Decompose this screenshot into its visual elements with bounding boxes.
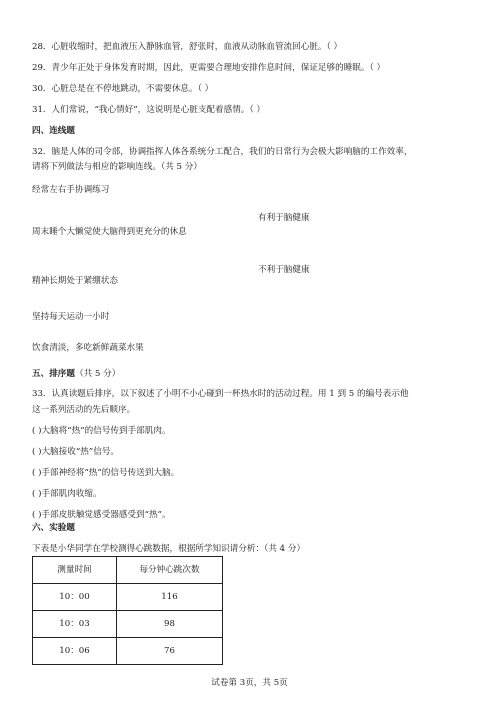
match-left-item-4: 坚持每天运动一小时 (32, 312, 110, 322)
section-6-heading: 六、实验题 (32, 523, 75, 533)
table-cell: 10：06 (33, 638, 117, 665)
match-left-item-3: 精神长期处于紧绷状态 (32, 276, 118, 286)
table-header-rate: 每分钟心跳次数 (117, 557, 223, 584)
table-row (33, 584, 223, 611)
table-cell: 10：03 (33, 611, 117, 638)
table-cell: 116 (117, 584, 223, 611)
match-right-item-1: 有利于脑健康 (258, 213, 310, 223)
sort-bracket[interactable]: ( ) (32, 510, 42, 520)
sort-item: ( )大脑将“热”的信号传到手部肌肉。 (32, 426, 171, 436)
question-30: 30．心脏总是在不停地跳动，不需要休息。（ ） (32, 84, 214, 94)
match-left-item-2: 周末睡个大懒觉使大脑得到更充分的休息 (32, 227, 187, 237)
table-header-row (33, 557, 223, 584)
question-34-intro: 下表是小华同学在学校测得心跳数据，根据所学知识请分析：（共 4 分） (32, 544, 306, 554)
sort-item: ( )手部神经将“热”的信号传送到大脑。 (32, 468, 180, 478)
table-cell: 76 (117, 638, 223, 665)
sort-item: ( )大脑接收“热”信号。 (32, 447, 119, 457)
match-right-item-2: 不利于脑健康 (258, 265, 310, 275)
question-32-line1: 32．脑是人体的司令部，协调指挥人体各系统分工配合，我们的日常行为会极大影响脑的工作效率， (32, 147, 413, 157)
sort-item: ( )手部皮肤触觉感受器感受到“热”。 (32, 510, 171, 520)
sort-bracket[interactable]: ( ) (32, 489, 42, 499)
table-cell: 98 (117, 611, 223, 638)
table-row (33, 611, 223, 638)
table-header-time: 测量时间 (33, 557, 117, 584)
sort-bracket[interactable]: ( ) (32, 447, 42, 457)
table-cell: 10：00 (33, 584, 117, 611)
question-33-line2: 这一系列活动的先后顺序。 (32, 405, 136, 415)
question-31: 31．人们常说，“我心情好”，这说明是心脏支配着感情。（ ） (32, 105, 265, 115)
question-32-line2: 请将下列做法与相应的影响连线。（共 5 分） (32, 162, 202, 172)
section-4-heading: 四、连线题 (32, 126, 75, 136)
table-row (33, 638, 223, 665)
sort-bracket[interactable]: ( ) (32, 426, 42, 436)
match-left-item-5: 饮食清淡，多吃新鲜蔬菜水果 (32, 343, 144, 353)
match-left-item-1: 经常左右手协调练习 (32, 185, 110, 195)
question-28: 28．心脏收缩时，把血液压入静脉血管，舒张时，血液从动脉血管流回心脏。（ ） (32, 42, 343, 52)
question-33-line1: 33．认真读题后排序，以下叙述了小明不小心碰到一杯热水时的活动过程。用 1 到 5 的编号表示他 (32, 389, 409, 399)
page-footer: 试卷第 3页，共 5页 (211, 678, 288, 688)
sort-bracket[interactable]: ( ) (32, 468, 42, 478)
heartbeat-table (32, 556, 223, 665)
section-5-heading: 五、排序题（共 5 分） (32, 369, 121, 379)
question-29: 29．青少年正处于身体发育时期，因此，更需要合理地安排作息时间，保证足够的睡眠。（ ） (32, 63, 386, 73)
sort-item: ( )手部肌肉收缩。 (32, 489, 102, 499)
